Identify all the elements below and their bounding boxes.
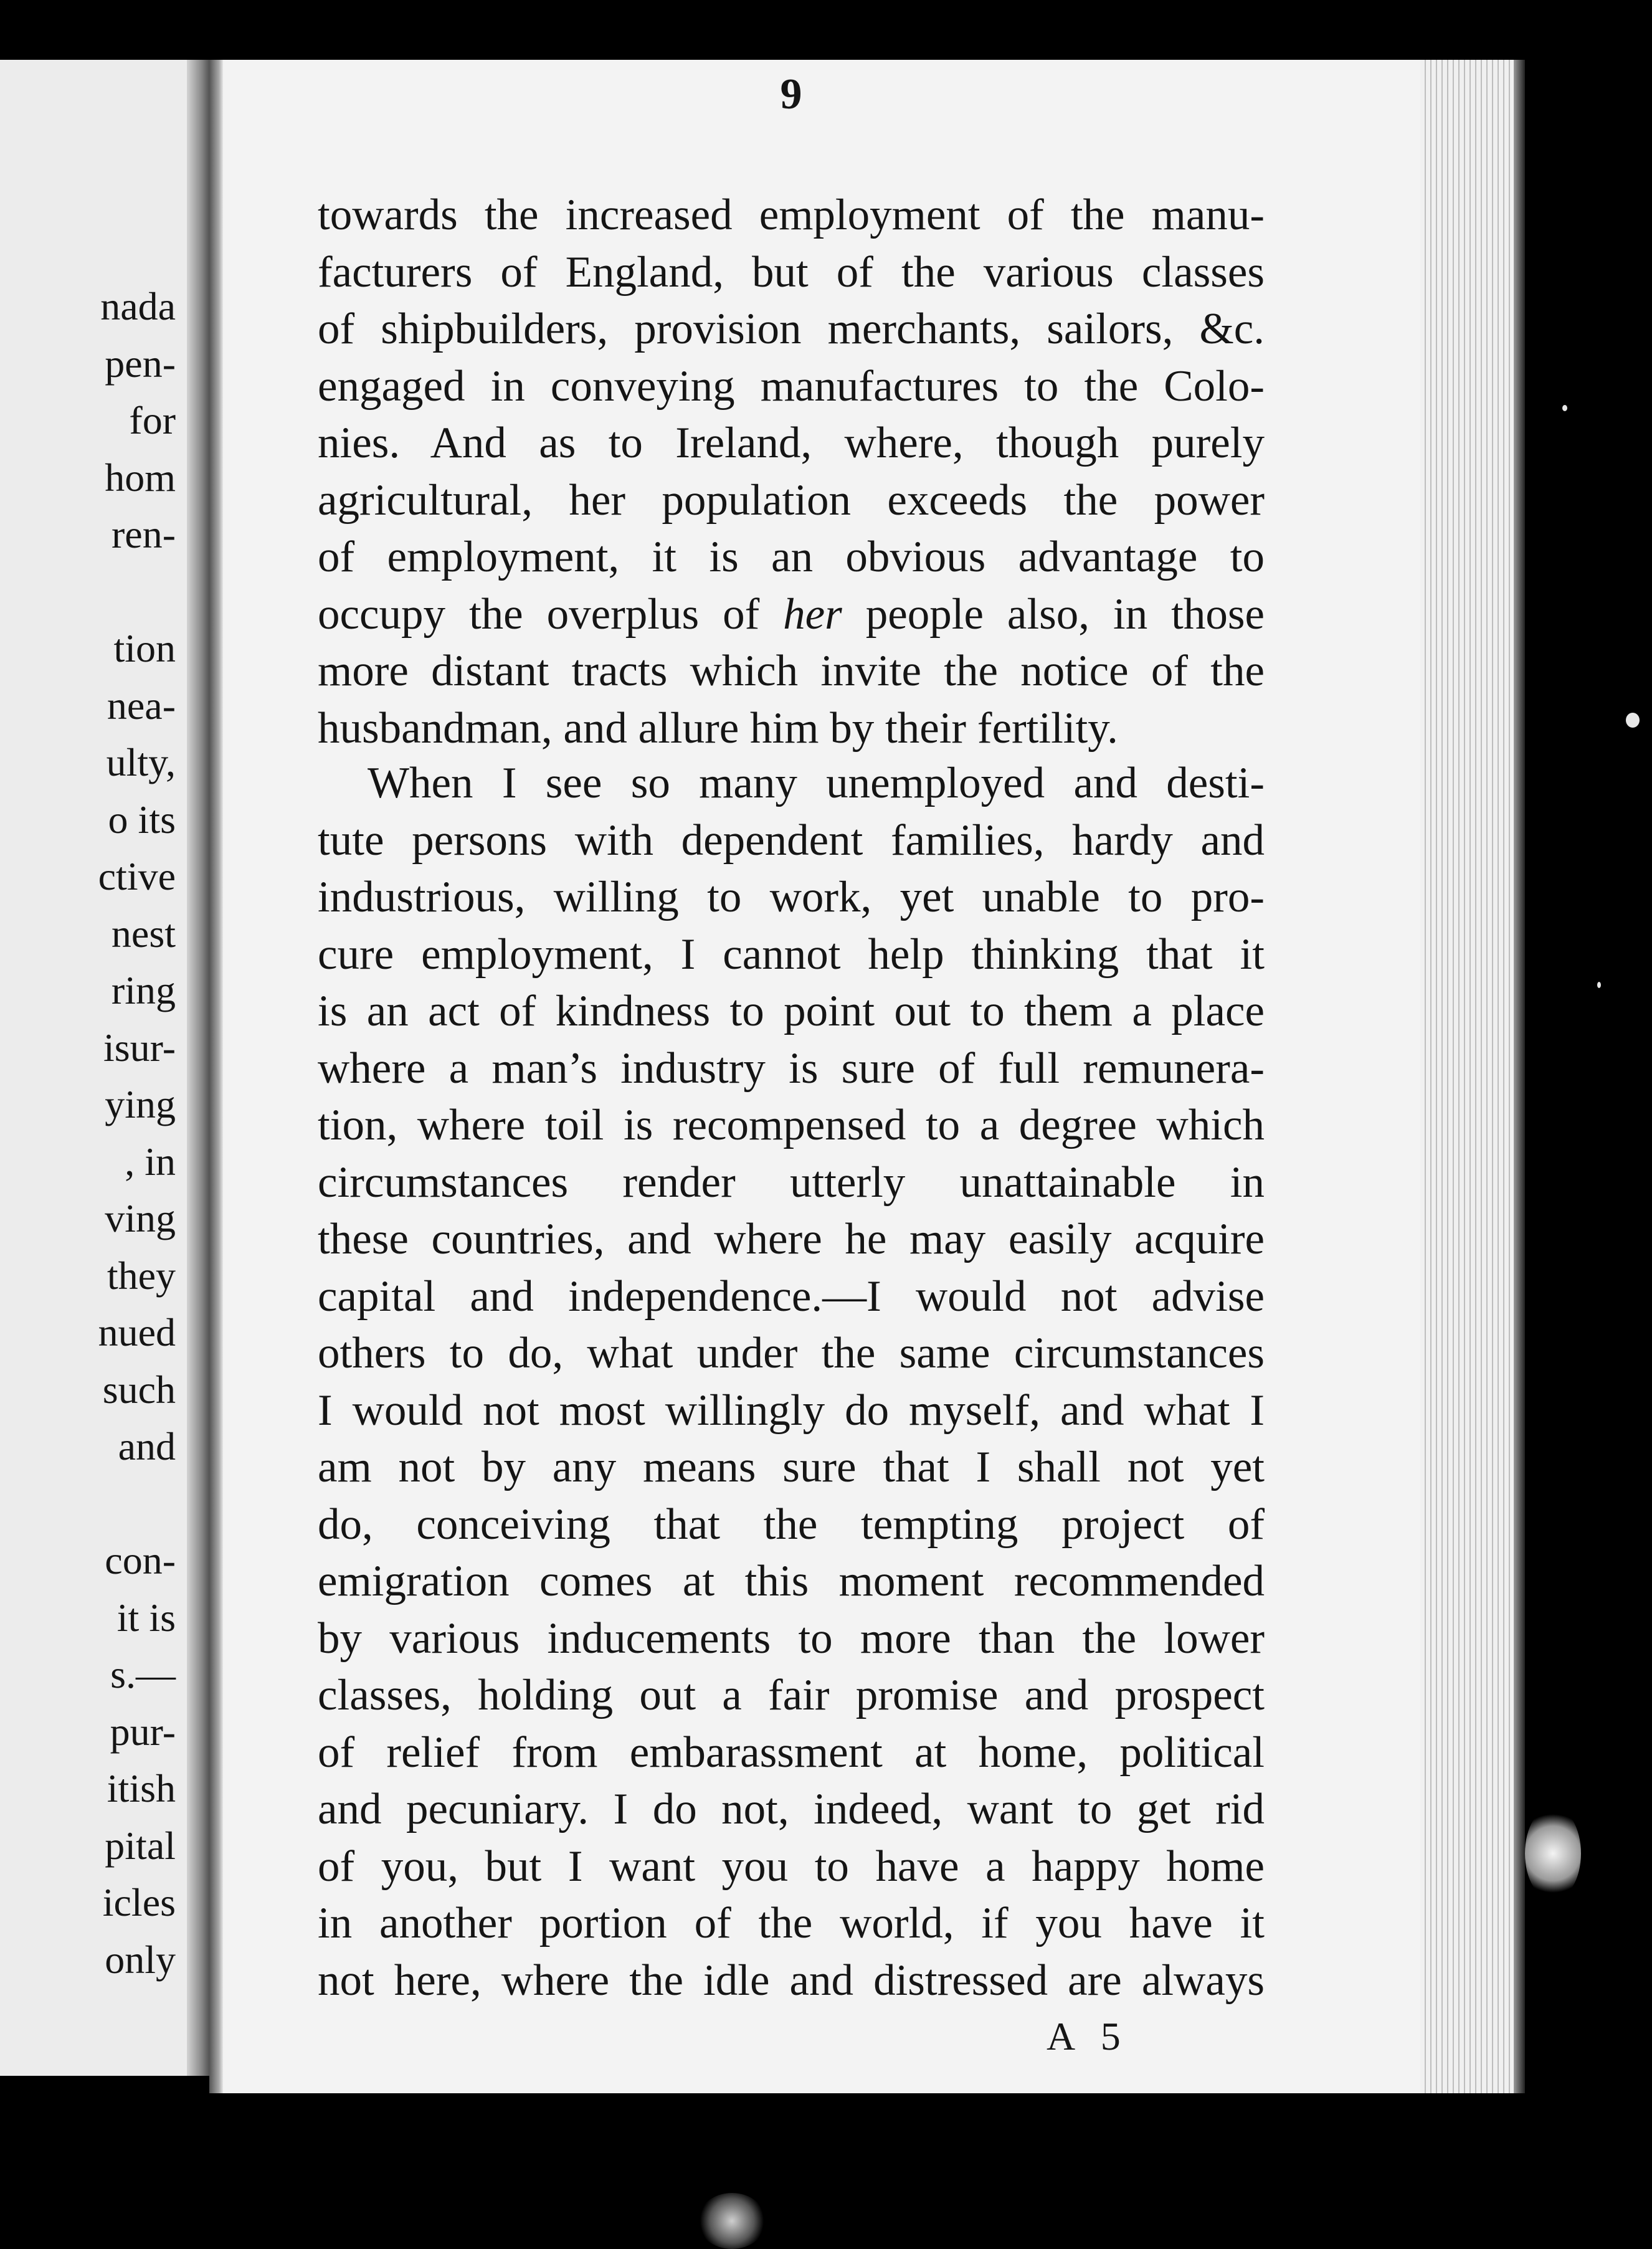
- facing-page-line-fragment: and: [118, 1424, 176, 1468]
- text-line: I would not most willingly do myself, and what I: [318, 1386, 1265, 1435]
- text-line: occupy the overplus of her people also, in those: [318, 589, 1265, 639]
- facing-page-line-fragment: nada: [100, 284, 176, 328]
- text-line: agricultural, her population exceeds the power: [318, 475, 1265, 525]
- facing-page-line-fragment: ring: [111, 968, 176, 1012]
- facing-page-line-fragment: nued: [98, 1310, 176, 1354]
- text-line: nies. And as to Ireland, where, though purely: [318, 419, 1265, 467]
- text-line: tion, where toil is recompensed to a degree which: [318, 1101, 1265, 1149]
- facing-page-line-fragment: they: [107, 1253, 176, 1298]
- text-line: and pecuniary. I do not, indeed, want to get rid: [318, 1785, 1265, 1833]
- text-line: am not by any means sure that I shall not yet: [318, 1443, 1265, 1491]
- text-line: towards the increased employment of the manu-: [318, 191, 1265, 239]
- facing-page-line-fragment: ying: [105, 1082, 176, 1126]
- scan-speck: [1525, 1807, 1581, 1900]
- facing-page-line-fragment: itish: [107, 1766, 176, 1810]
- facing-page-line-fragment: it is: [116, 1595, 176, 1640]
- page-edges: [1420, 60, 1514, 2093]
- facing-page-line-fragment: ulty,: [106, 740, 176, 784]
- page-number: 9: [780, 70, 802, 118]
- text-line: When I see so many unemployed and desti-: [368, 759, 1265, 807]
- text-line: cure employment, I cannot help thinking that it: [318, 930, 1265, 979]
- text-line: emigration comes at this moment recommended: [318, 1557, 1265, 1605]
- facing-page-line-fragment: for: [129, 398, 176, 442]
- facing-page-line-fragment: nea-: [107, 683, 176, 728]
- facing-page-line-fragment: tion: [113, 626, 176, 670]
- printer-signature-mark: A 5: [1047, 2014, 1129, 2058]
- text-line: of employment, it is an obvious advantage to: [318, 533, 1265, 581]
- text-line: is an act of kindness to point out to them a place: [318, 987, 1265, 1035]
- text-line: circumstances render utterly unattainable in: [318, 1158, 1265, 1207]
- page-edges-shadow: [1514, 60, 1525, 2093]
- scan-speck: [1597, 982, 1601, 988]
- text-line: capital and independence.—I would not advise: [318, 1272, 1265, 1321]
- text-line: more distant tracts which invite the notice of the: [318, 647, 1265, 695]
- facing-page-line-fragment: ren-: [111, 512, 176, 556]
- facing-page-line-fragment: pur-: [110, 1709, 176, 1754]
- text-line: where a man’s industry is sure of full remunera-: [318, 1044, 1265, 1093]
- facing-page-line-fragment: con-: [105, 1538, 176, 1582]
- text-line: by various inducements to more than the lower: [318, 1614, 1265, 1663]
- text-line: in another portion of the world, if you have it: [318, 1899, 1265, 1947]
- facing-page-line-fragment: only: [105, 1937, 176, 1982]
- facing-page-line-fragment: , in: [125, 1139, 176, 1184]
- facing-page-line-fragment: s.—: [110, 1652, 176, 1696]
- text-line: facturers of England, but of the various classes: [318, 247, 1265, 297]
- facing-page-line-fragment: ving: [105, 1196, 176, 1240]
- scan-speck: [1626, 713, 1640, 728]
- text-line: tute persons with dependent families, hardy and: [318, 815, 1265, 865]
- facing-page-line-fragment: pen-: [105, 341, 176, 386]
- text-line: industrious, willing to work, yet unable to pro-: [318, 873, 1265, 921]
- scan-speck: [1562, 405, 1567, 411]
- text-line: do, conceiving that the tempting project of: [318, 1500, 1265, 1549]
- text-line: classes, holding out a fair promise and prospect: [318, 1671, 1265, 1719]
- text-line: of relief from embarassment at home, political: [318, 1728, 1265, 1777]
- facing-page-line-fragment: such: [102, 1367, 176, 1412]
- facing-page-line-fragment: icles: [102, 1880, 176, 1924]
- facing-page-line-fragment: nest: [111, 911, 176, 956]
- text-line: these countries, and where he may easily acquire: [318, 1215, 1265, 1263]
- text-line: husbandman, and allure him by their fertility.: [318, 703, 1118, 753]
- italic-emphasis: her: [783, 589, 842, 639]
- text-line: engaged in conveying manufactures to the Colo-: [318, 361, 1265, 411]
- facing-page-left: [0, 60, 198, 2076]
- scan-speck: [698, 2193, 766, 2249]
- text-line: of shipbuilders, provision merchants, sailors, &c.: [318, 305, 1265, 353]
- facing-page-line-fragment: o its: [108, 797, 176, 842]
- facing-page-line-fragment: hom: [105, 455, 176, 500]
- facing-page-line-fragment: isur-: [103, 1025, 176, 1070]
- page-spine-shadow: [209, 60, 223, 2093]
- facing-page-line-fragment: pital: [105, 1823, 176, 1868]
- facing-page-line-fragment: ctive: [98, 854, 176, 898]
- text-line: others to do, what under the same circumstances: [318, 1329, 1265, 1377]
- text-line: of you, but I want you to have a happy home: [318, 1842, 1265, 1891]
- text-line: not here, where the idle and distressed are always: [318, 1956, 1265, 2005]
